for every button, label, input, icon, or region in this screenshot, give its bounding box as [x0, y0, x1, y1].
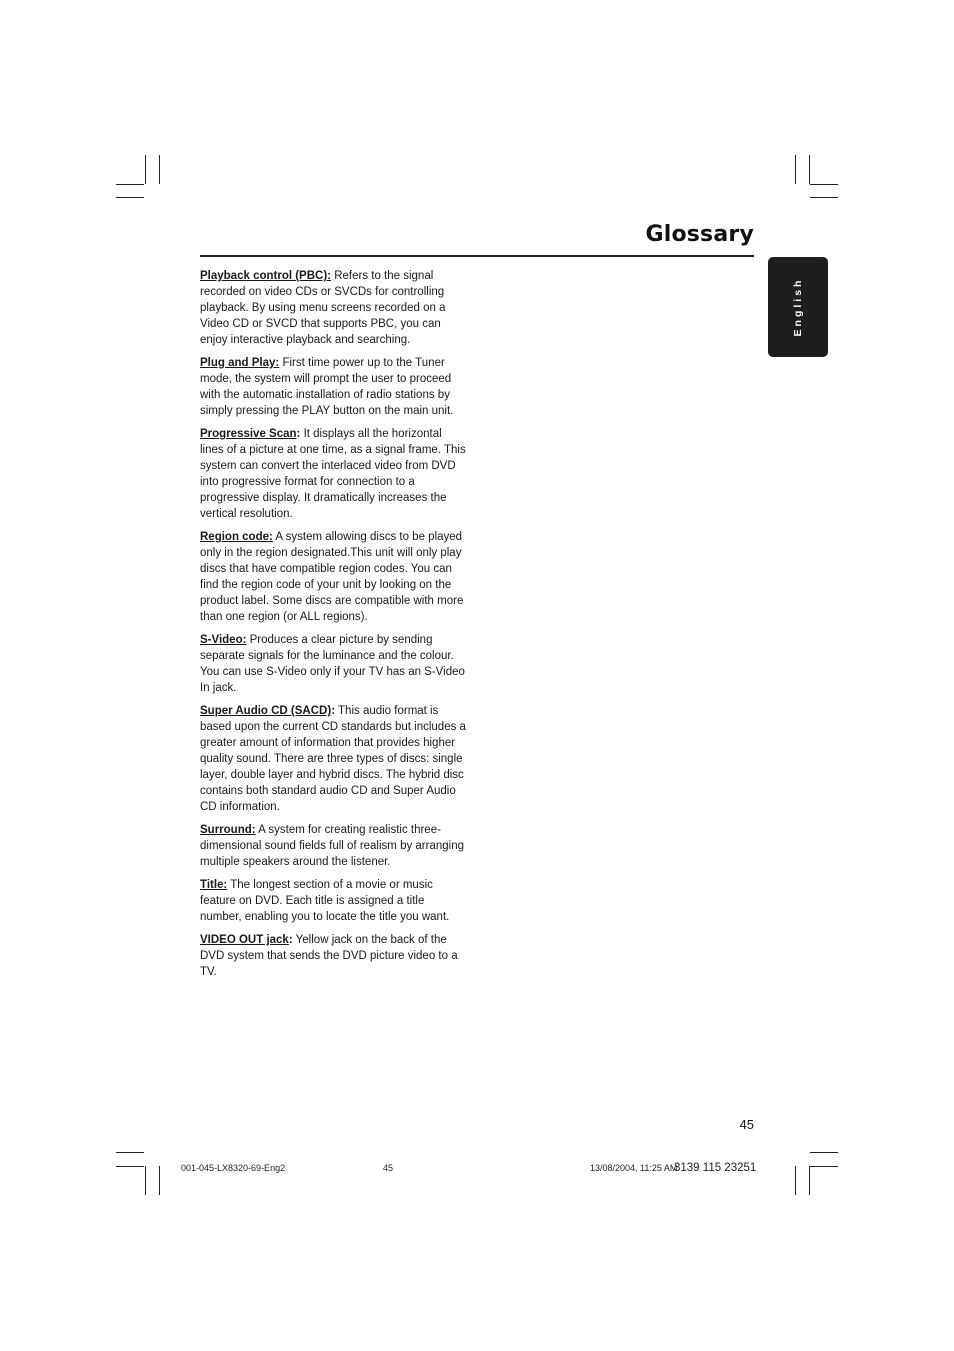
- glossary-term: Playback control (PBC):: [200, 270, 331, 282]
- glossary-definition: This audio format is based upon the current CD standards but includes a greater amount of information that provides higher quality sound. There are three types of discs: single layer, double layer and hybrid discs. The hybrid disc contains both standard audio CD and Super Audio CD information.: [200, 705, 466, 813]
- glossary-list: [200, 268, 468, 987]
- crop-mark: [810, 1166, 838, 1167]
- footer-timestamp: 13/08/2004, 11:25 AM: [590, 1163, 678, 1173]
- crop-mark: [809, 1166, 810, 1195]
- crop-mark: [159, 155, 160, 184]
- glossary-definition: A system allowing discs to be played only in the region designated.This unit will only play discs that have compatible region codes. You can find the region code of your unit by looking on the product label. Some discs are compatible with more than one region (or ALL regions).: [200, 531, 464, 623]
- crop-mark: [795, 155, 796, 184]
- footer-file-name: 001-045-LX8320-69-Eng2: [181, 1163, 286, 1173]
- glossary-definition: The longest section of a movie or music feature on DVD. Each title is assigned a title number, enabling you to locate the title you want.: [200, 879, 450, 923]
- title-rule: [200, 255, 754, 257]
- glossary-term-colon: :: [288, 934, 293, 946]
- glossary-term-colon: :: [296, 428, 301, 440]
- language-tab: [768, 257, 828, 357]
- page-number: 45: [739, 1117, 754, 1132]
- crop-mark: [116, 197, 144, 198]
- glossary-entry: [200, 426, 468, 522]
- page-title: Glossary: [645, 222, 754, 247]
- crop-mark: [795, 1166, 796, 1195]
- glossary-definition: Refers to the signal recorded on video CDs or SVCDs for controlling playback. By using menu screens recorded on a Video CD or SVCD that supports PBC, you can enjoy interactive playback and searching.: [200, 270, 446, 346]
- glossary-term-colon: :: [331, 705, 336, 717]
- crop-mark: [810, 197, 838, 198]
- glossary-entry: [200, 877, 468, 925]
- crop-mark: [810, 184, 838, 185]
- glossary-entry: [200, 529, 468, 625]
- glossary-definition: Yellow jack on the back of the DVD system that sends the DVD picture video to a TV.: [200, 934, 458, 978]
- glossary-term: Progressive Scan: [200, 428, 297, 440]
- crop-mark: [116, 1166, 144, 1167]
- crop-mark: [116, 1152, 144, 1153]
- glossary-definition: It displays all the horizontal lines of a picture at one time, as a signal frame. This system can convert the interlaced video from DVD into progressive format for connection to a progressive display. It dramatically increases the vertical resolution.: [200, 428, 466, 520]
- crop-mark: [809, 155, 810, 184]
- glossary-term: Super Audio CD (SACD): [200, 705, 332, 717]
- crop-mark: [116, 184, 144, 185]
- glossary-definition: A system for creating realistic three-dimensional sound fields full of realism by arranging multiple speakers around the listener.: [200, 824, 465, 868]
- language-tab-label: English: [792, 277, 804, 337]
- glossary-definition: First time power up to the Tuner mode, the system will prompt the user to proceed with the automatic installation of radio stations by simply pressing the PLAY button on the main unit.: [200, 357, 454, 417]
- glossary-entry: [200, 703, 468, 815]
- glossary-term: S-Video:: [200, 634, 247, 646]
- glossary-entry: [200, 632, 468, 696]
- glossary-term: Surround:: [200, 824, 256, 836]
- footer-product-code: 3139 115 23251: [674, 1162, 757, 1174]
- crop-mark: [159, 1166, 160, 1195]
- glossary-entry: [200, 355, 468, 419]
- glossary-term: Title:: [200, 879, 228, 891]
- glossary-entry: [200, 822, 468, 870]
- crop-mark: [145, 155, 146, 184]
- glossary-term: Region code:: [200, 531, 273, 543]
- glossary-term: Plug and Play:: [200, 357, 280, 369]
- crop-mark: [145, 1166, 146, 1195]
- glossary-definition: Produces a clear picture by sending separate signals for the luminance and the colour. You can use S-Video only if your TV has an S-Video In jack.: [200, 634, 465, 694]
- glossary-term: VIDEO OUT jack: [200, 934, 289, 946]
- glossary-entry: [200, 932, 468, 980]
- crop-mark: [810, 1152, 838, 1153]
- glossary-entry: [200, 268, 468, 348]
- footer-page: 45: [383, 1163, 394, 1173]
